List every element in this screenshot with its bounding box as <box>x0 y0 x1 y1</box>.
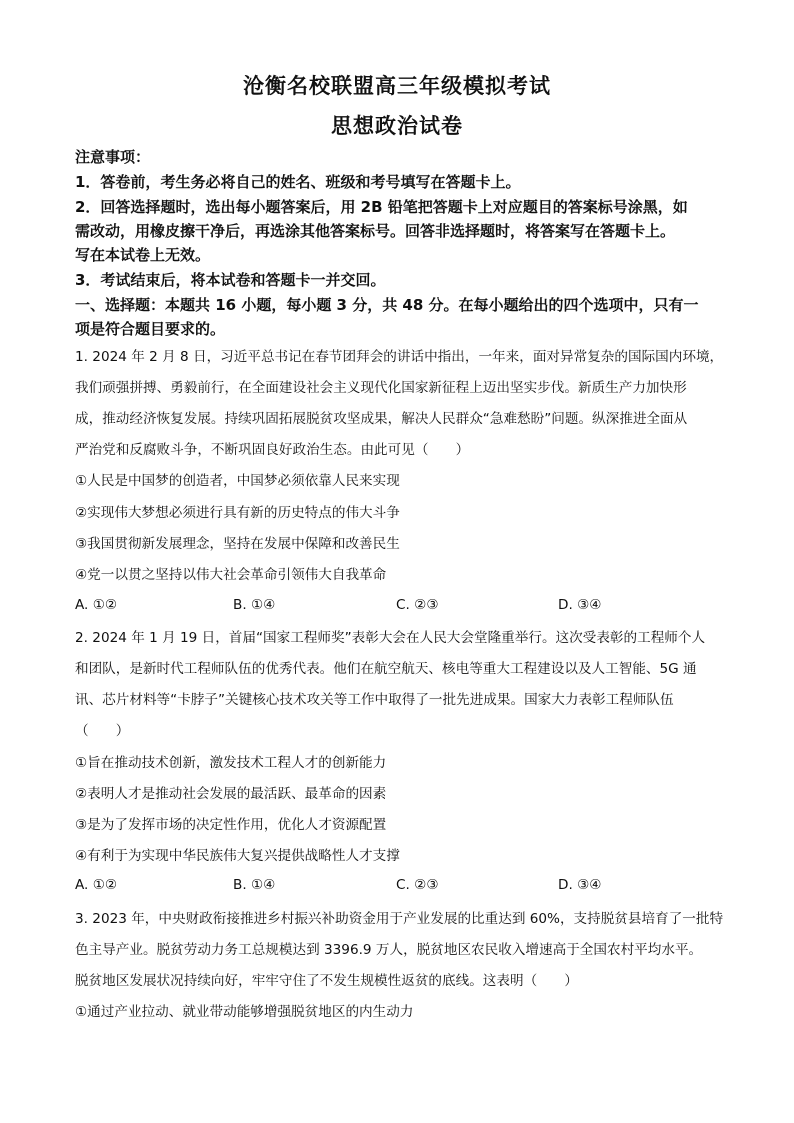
q3-statement-1: ①通过产业拉动、就业带动能够增强脱贫地区的内生动力 <box>75 1004 414 1020</box>
q1-stem-line-3: 成，推动经济恢复发展。持续巩固拓展脱贫攻坚成果，解决人民群众“急难愁盼”问题。纵深推进全面从 <box>75 411 688 427</box>
q1-option-a: A. ①② <box>75 597 118 613</box>
notice-item-1: 1．答卷前，考生务必将自己的姓名、班级和考号填写在答题卡上。 <box>75 173 521 191</box>
q1-statement-4: ④党一以贯之坚持以伟大社会革命引领伟大自我革命 <box>75 567 387 583</box>
section-heading-line-2: 项是符合题目要求的。 <box>75 320 226 338</box>
q2-stem-line-1: 2. 2024 年 1 月 19 日，首届“国家工程师奖”表彰大会在人民大会堂隆重举行。这次受表彰的工程师个人 <box>75 630 706 646</box>
q2-statement-3: ③是为了发挥市场的决定性作用，优化人才资源配置 <box>75 817 387 833</box>
notice-item-2-line-2: 需改动，用橡皮擦干净后，再选涂其他答案标号。回答非选择题时，将答案写在答题卡上。 <box>75 222 676 240</box>
notice-item-3: 3．考试结束后，将本试卷和答题卡一并交回。 <box>75 271 386 289</box>
notice-item-2-line-1: 2．回答选择题时，选出每小题答案后，用 2B 铅笔把答题卡上对应题目的答案标号涂黑，如 <box>75 198 688 216</box>
q3-stem-line-3: 脱贫地区发展状况持续向好，牢牢守住了不发生规模性返贫的底线。这表明（ ） <box>75 973 578 989</box>
q1-stem-line-2: 我们顽强拼搏、勇毅前行，在全面建设社会主义现代化国家新征程上迈出坚实步伐。新质生产力加快形 <box>75 380 687 396</box>
exam-title: 沧衡名校联盟高三年级模拟考试 <box>243 74 551 98</box>
section-heading-line-1: 一、选择题：本题共 16 小题，每小题 3 分，共 48 分。在每小题给出的四个选项中，只有一 <box>75 296 699 314</box>
q2-option-c: C. ②③ <box>396 877 439 893</box>
q1-option-c: C. ②③ <box>396 597 439 613</box>
notice-item-2-line-3: 写在本试卷上无效。 <box>75 246 211 264</box>
q2-stem-line-4: （ ） <box>75 723 130 739</box>
q2-option-d: D. ③④ <box>558 877 602 893</box>
q1-statement-2: ②实现伟大梦想必须进行具有新的历史特点的伟大斗争 <box>75 505 400 521</box>
q2-option-b: B. ①④ <box>233 877 276 893</box>
q1-statement-3: ③我国贯彻新发展理念，坚持在发展中保障和改善民生 <box>75 536 400 552</box>
q2-statement-1: ①旨在推动技术创新，激发技术工程人才的创新能力 <box>75 755 387 771</box>
q3-stem-line-2: 色主导产业。脱贫劳动力务工总规模达到 3396.9 万人，脱贫地区农民收入增速高于全国农村平均水平。 <box>75 942 703 958</box>
exam-subtitle: 思想政治试卷 <box>331 114 463 138</box>
q3-stem-line-1: 3. 2023 年，中央财政衔接推进乡村振兴补助资金用于产业发展的比重达到 60%，支持脱贫县培育了一批特 <box>75 911 724 927</box>
q2-statement-2: ②表明人才是推动社会发展的最活跃、最革命的因素 <box>75 786 387 802</box>
q2-stem-line-2: 和团队，是新时代工程师队伍的优秀代表。他们在航空航天、核电等重大工程建设以及人工智能、5G 通 <box>75 661 697 677</box>
q2-stem-line-3: 讯、芯片材料等“卡脖子”关键核心技术攻关等工作中取得了一批先进成果。国家大力表彰工程师队伍 <box>75 692 674 708</box>
q1-stem-line-4: 严治党和反腐败斗争，不断巩固良好政治生态。由此可见（ ） <box>75 442 470 458</box>
q1-option-d: D. ③④ <box>558 597 602 613</box>
q1-statement-1: ①人民是中国梦的创造者，中国梦必须依靠人民来实现 <box>75 473 400 489</box>
q2-statement-4: ④有利于为实现中华民族伟大复兴提供战略性人才支撑 <box>75 848 400 864</box>
q2-option-a: A. ①② <box>75 877 118 893</box>
notice-heading: 注意事项： <box>75 148 151 166</box>
q1-stem-line-1: 1. 2024 年 2 月 8 日，习近平总书记在春节团拜会的讲话中指出，一年来，面对异常复杂的国际国内环境， <box>75 349 724 365</box>
q1-option-b: B. ①④ <box>233 597 276 613</box>
